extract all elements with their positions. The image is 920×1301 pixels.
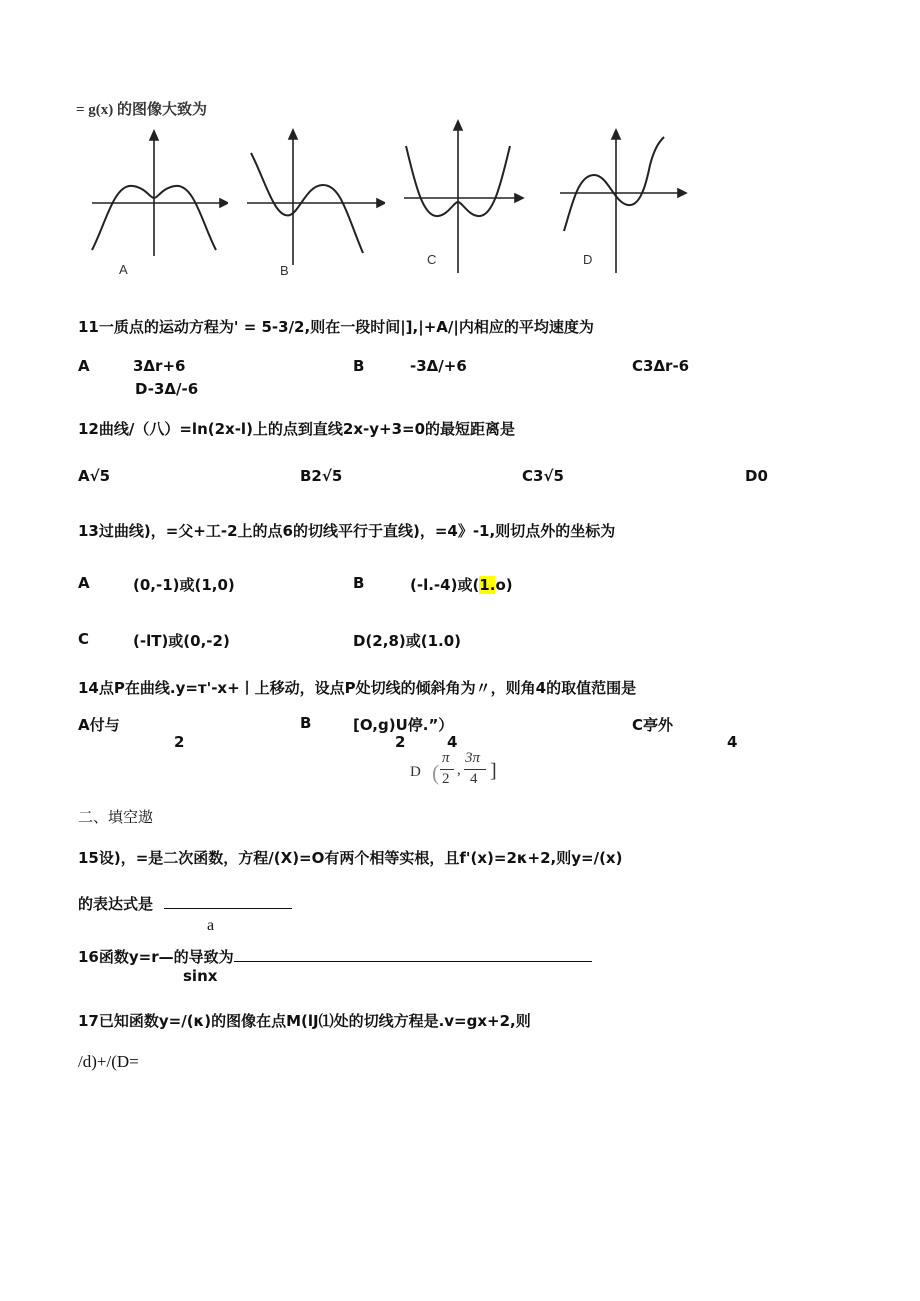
graph-label-c: C — [427, 252, 437, 267]
q11-stem: 11一质点的运动方程为' = 5-3/2,则在一段时间|],|+A/|内相应的平均速度为 — [78, 318, 594, 336]
q14-stem: 14点P在曲线.y=т'-x+丨上移动，设点P处切线的倾斜角为〃，则角4的取值范围是 — [78, 679, 637, 697]
y-axis-arrow — [150, 131, 158, 140]
q14-option-d-num2: 3π — [465, 750, 481, 766]
q14-option-a-sub: 2 — [174, 733, 185, 751]
q11-option-b-label: B — [353, 357, 365, 375]
curve-d — [564, 137, 664, 231]
q13-option-b-post: o) — [495, 576, 513, 594]
q13-option-c: (-lT)或(0,-2) — [133, 632, 230, 650]
q13-option-a-label: A — [78, 574, 90, 592]
q11-option-b: -3Δ/+6 — [410, 357, 467, 375]
q12-option-b: B2√5 — [300, 467, 343, 485]
q12-option-d: D0 — [745, 467, 768, 485]
q14-option-c-sub: 4 — [727, 733, 738, 751]
graph-d — [558, 125, 688, 273]
q11-option-d: D-3Δ/-6 — [135, 380, 199, 398]
q13-option-b-label: B — [353, 574, 365, 592]
graph-label-b: B — [280, 263, 289, 278]
q14-option-a: A付与 — [78, 716, 120, 734]
q16-answer-blank[interactable] — [234, 947, 592, 962]
q12-option-a: A√5 — [78, 467, 111, 485]
q13-option-b-highlight: 1. — [479, 576, 496, 594]
q16-line — [78, 946, 592, 967]
q15-line2-text: 的表达式是 — [78, 895, 154, 913]
x-axis-arrow — [220, 199, 228, 207]
y-axis-arrow — [612, 130, 620, 139]
q14-option-d-comma: , — [457, 762, 461, 778]
q13-option-b-pre: (-l.-4)或( — [410, 576, 480, 594]
q14-option-b-sub2: 4 — [447, 733, 458, 751]
x-axis-arrow — [377, 199, 385, 207]
q14-option-b-label: B — [300, 714, 312, 732]
q15-line1: 15设)，=是二次函数，方程/(X)=O有两个相等实根，且f'(x)=2κ+2,则y=/(x) — [78, 849, 623, 867]
y-axis-arrow — [454, 121, 462, 130]
q14-option-b-sub1: 2 — [395, 733, 406, 751]
graph-b — [245, 125, 385, 265]
q16-stem: 16函数y=r—的导致为 — [78, 948, 234, 966]
q13-option-c-label: C — [78, 630, 90, 648]
q16-numerator: a — [207, 917, 215, 934]
q14-option-b: [O,g)U停.”） — [353, 716, 454, 734]
q17-line2 — [78, 1052, 143, 1072]
q14-option-d-num1: π — [442, 750, 450, 766]
q14-option-d-den1: 2 — [442, 771, 450, 787]
q11-option-c: C3Δr-6 — [632, 357, 690, 375]
q11-option-a: 3Δr+6 — [133, 357, 186, 375]
q12-stem: 12曲线/（八）=ln(2x-l)上的点到直线2x-y+3=0的最短距离是 — [78, 420, 516, 438]
q14-option-c: C亭外 — [632, 716, 674, 734]
graph-label-a: A — [119, 262, 128, 277]
q16-denominator: sinx — [183, 967, 218, 985]
q13-stem: 13过曲线)，=父+工-2上的点6的切线平行于直线)，=4》-1,则切点外的坐标为 — [78, 522, 616, 540]
q14-option-d-label: D — [410, 764, 421, 780]
graph-label-d: D — [583, 252, 593, 267]
q13-option-b — [410, 574, 513, 595]
question-header: = g(x) 的图像大致为 — [76, 102, 208, 118]
q11-option-a-label: A — [78, 357, 90, 375]
q14-option-d-bar2 — [464, 769, 486, 770]
graph-a — [88, 128, 228, 258]
q14-option-d-close-bracket: ] — [490, 760, 497, 782]
x-axis-arrow — [515, 194, 523, 202]
q15-answer-blank[interactable] — [164, 894, 292, 909]
q17-stem: 17已知函数y=/(κ)的图像在点M(lJ⑴处的切线方程是.v=gx+2,则 — [78, 1012, 531, 1030]
q14-option-d-open-paren: ( — [432, 760, 440, 785]
q17-expression: /d)+/(D= — [78, 1052, 139, 1071]
y-axis-arrow — [289, 130, 297, 139]
q12-option-c: C3√5 — [522, 467, 564, 485]
graph-c — [400, 118, 525, 273]
q13-option-a: (0,-1)或(1,0) — [133, 576, 235, 594]
section-title: 二、填空遨 — [78, 808, 154, 826]
q14-option-d-den2: 4 — [470, 771, 478, 787]
q15-line2 — [78, 893, 292, 914]
x-axis-arrow — [678, 189, 686, 197]
q14-option-d-bar1 — [440, 769, 454, 770]
q13-option-d: D(2,8)或(1.0) — [353, 632, 462, 650]
